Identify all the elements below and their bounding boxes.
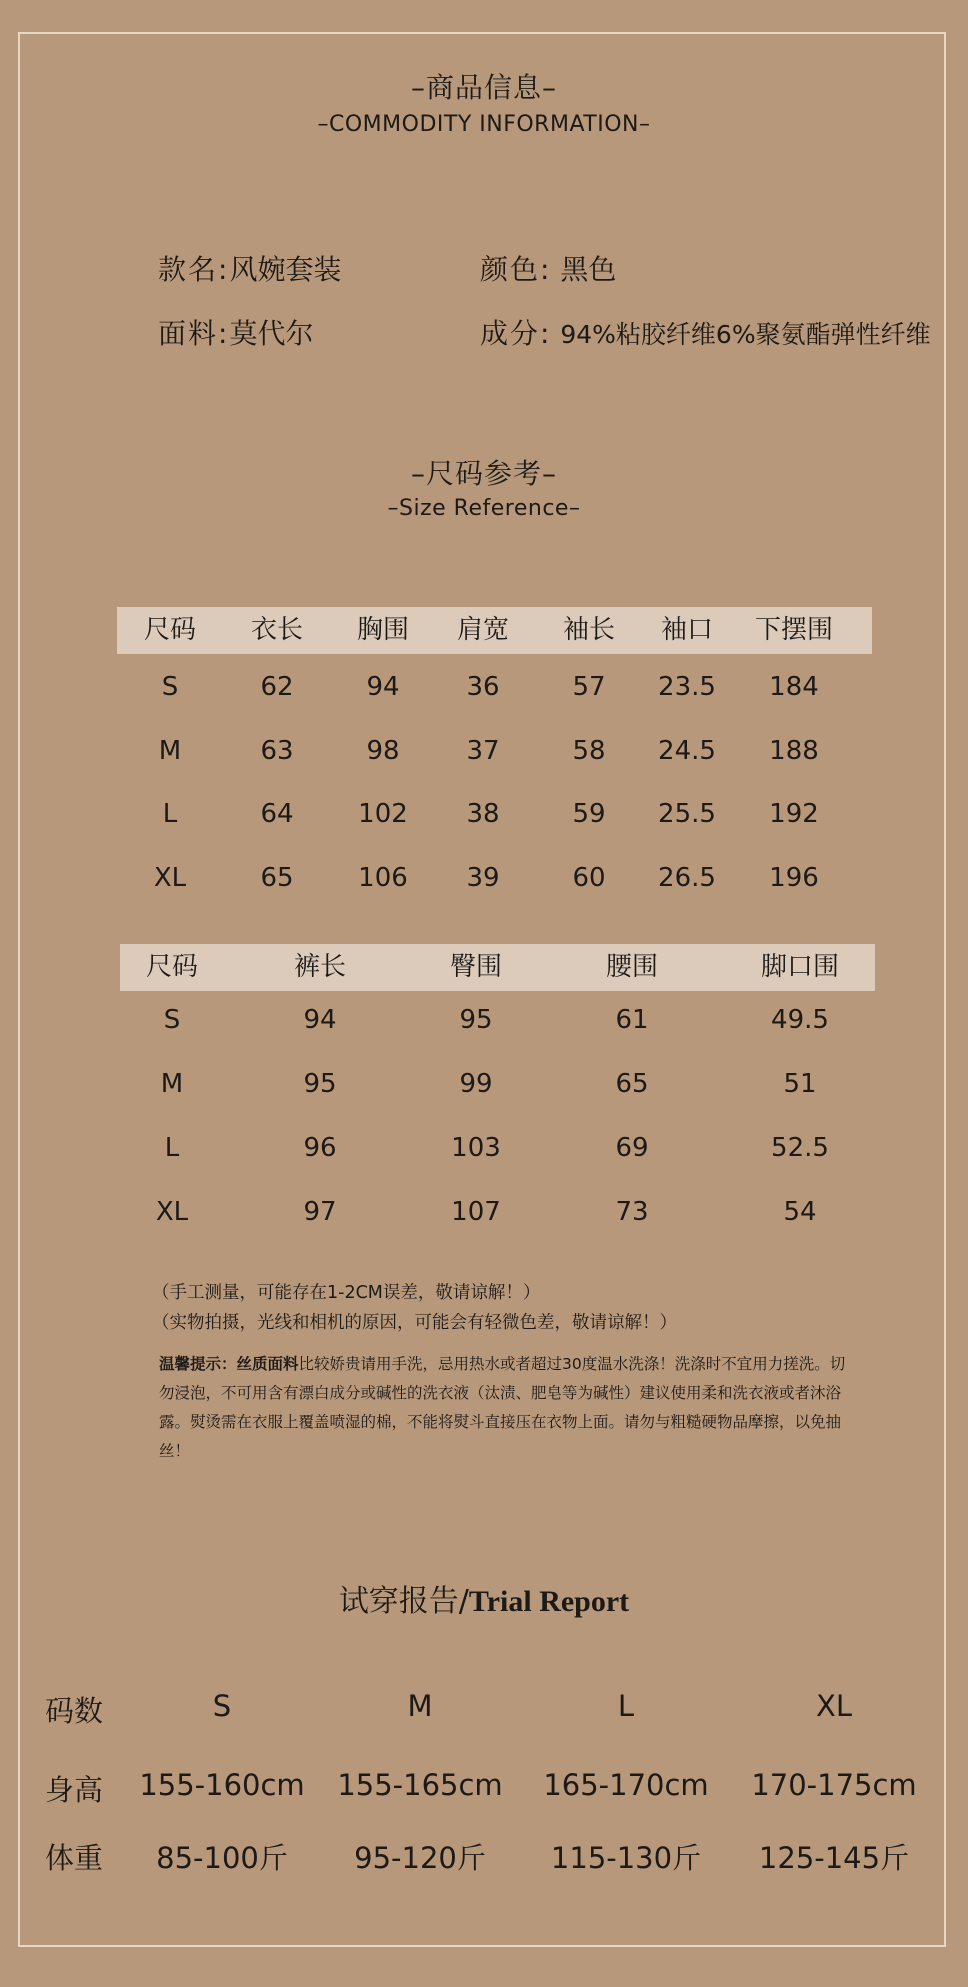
care-tip — [159, 1350, 849, 1466]
top-table-header-cell: 下摆围 — [754, 615, 834, 645]
top-table-cell: 98 — [366, 736, 400, 766]
top-table-cell: 62 — [260, 672, 294, 702]
pants-table-cell: 96 — [303, 1133, 337, 1163]
top-table-cell: 60 — [572, 863, 606, 893]
top-table-header-cell: 袖长 — [562, 615, 616, 645]
product-color-value: 黑色 — [560, 253, 617, 286]
trial-cell: 165-170cm — [543, 1768, 709, 1802]
pants-table-cell: 51 — [783, 1069, 817, 1099]
top-table-cell: 58 — [572, 736, 606, 766]
trial-cell: L — [617, 1689, 635, 1723]
top-table-cell: 188 — [769, 736, 819, 766]
top-table-cell: 37 — [466, 736, 500, 766]
top-table-header-cell: 袖口 — [660, 615, 714, 645]
note-measurement: （手工测量，可能存在1-2CM误差，敬请谅解！） — [152, 1283, 541, 1303]
product-composition-value: 94%粘胶纤维6%聚氨酯弹性纤维 — [560, 320, 931, 349]
product-fabric-value: 莫代尔 — [229, 317, 314, 350]
care-tip-label: 温馨提示：丝质面料 — [159, 1355, 299, 1373]
product-name-label: 款名: — [158, 253, 230, 286]
size-title-cn: –尺码参考– — [410, 457, 557, 490]
pants-table-header-cell: 脚口围 — [760, 952, 840, 982]
pants-table-cell: 94 — [303, 1005, 337, 1035]
top-table-cell: 63 — [260, 736, 294, 766]
pants-table-header-cell: 尺码 — [145, 952, 199, 982]
top-table-cell: 26.5 — [658, 863, 716, 893]
top-table-header-cell: 衣长 — [250, 615, 304, 645]
top-table-cell: 196 — [769, 863, 819, 893]
trial-row-label: 体重 — [44, 1841, 104, 1875]
pants-table-cell: 95 — [459, 1005, 493, 1035]
top-table-cell: XL — [153, 863, 187, 893]
top-table-cell: 64 — [260, 799, 294, 829]
top-table-cell: 59 — [572, 799, 606, 829]
pants-table-cell: M — [160, 1069, 184, 1099]
top-table-cell: M — [158, 736, 182, 766]
pants-table-cell: L — [164, 1133, 180, 1163]
pants-table-cell: 107 — [451, 1197, 501, 1227]
trial-cell: 115-130斤 — [550, 1841, 702, 1875]
pants-table-cell: XL — [155, 1197, 189, 1227]
pants-table-cell: 69 — [615, 1133, 649, 1163]
pants-table-cell: S — [163, 1005, 181, 1035]
pants-table-cell: 61 — [615, 1005, 649, 1035]
top-table-cell: 184 — [769, 672, 819, 702]
top-table-cell: 24.5 — [658, 736, 716, 766]
trial-title-cn: 试穿报告/ — [338, 1584, 469, 1619]
top-table-cell: 106 — [358, 863, 408, 893]
top-table-cell: 94 — [366, 672, 400, 702]
pants-table-cell: 49.5 — [771, 1005, 829, 1035]
top-table-cell: 38 — [466, 799, 500, 829]
pants-table-cell: 52.5 — [771, 1133, 829, 1163]
pants-table-header-cell: 腰围 — [605, 952, 659, 982]
pants-table-cell: 54 — [783, 1197, 817, 1227]
top-table-header-cell: 肩宽 — [456, 615, 510, 645]
product-name — [158, 248, 341, 288]
product-composition-label: 成分: — [480, 317, 552, 350]
size-title-en: –Size Reference– — [387, 496, 581, 521]
product-color — [480, 248, 616, 288]
pants-table-cell: 99 — [459, 1069, 493, 1099]
top-table-cell: 102 — [358, 799, 408, 829]
trial-cell: S — [212, 1689, 232, 1723]
trial-cell: 95-120斤 — [354, 1841, 486, 1875]
trial-title — [0, 1576, 968, 1620]
commodity-title-cn: –商品信息– — [410, 71, 557, 104]
top-table-header-cell: 尺码 — [143, 615, 197, 645]
top-table-cell: 25.5 — [658, 799, 716, 829]
pants-table-header-cell: 裤长 — [293, 952, 347, 982]
trial-cell: 155-160cm — [139, 1768, 305, 1802]
trial-cell: M — [407, 1689, 433, 1723]
top-table-header-cell: 胸围 — [356, 615, 410, 645]
pants-table-cell: 65 — [615, 1069, 649, 1099]
care-tip-text: 比较娇贵请用手洗，忌用热水或者超过30度温水洗涤！洗涤时不宜用力搓洗。切勿浸泡，不可用含有漂白成分或碱性的洗衣液（汰渍、肥皂等为碱性）建议使用柔和洗衣液或者沐浴露。熨烫需在衣服上覆盖喷湿的棉，不能将熨斗直接压在衣物上面。请勿与粗糙硬物品摩擦，以免抽丝！ — [159, 1355, 846, 1460]
top-table-cell: 36 — [466, 672, 500, 702]
product-name-value: 风婉套装 — [229, 253, 342, 286]
product-composition — [480, 312, 931, 352]
note-photo: （实物拍摄，光线和相机的原因，可能会有轻微色差，敬请谅解！） — [152, 1313, 677, 1333]
pants-table-cell: 73 — [615, 1197, 649, 1227]
product-fabric-label: 面料: — [158, 317, 230, 350]
top-table-cell: 57 — [572, 672, 606, 702]
trial-cell: 170-175cm — [751, 1768, 917, 1802]
commodity-title-en: –COMMODITY INFORMATION– — [317, 112, 651, 137]
trial-row-label: 身高 — [44, 1773, 104, 1807]
product-color-label: 颜色: — [480, 253, 552, 286]
top-table-cell: 39 — [466, 863, 500, 893]
top-table-cell: 23.5 — [658, 672, 716, 702]
top-table-cell: 192 — [769, 799, 819, 829]
pants-table-cell: 95 — [303, 1069, 337, 1099]
trial-cell: 155-165cm — [337, 1768, 503, 1802]
top-table-cell: L — [162, 799, 178, 829]
top-table-cell: 65 — [260, 863, 294, 893]
pants-table-cell: 103 — [451, 1133, 501, 1163]
trial-row-label: 码数 — [44, 1694, 104, 1728]
top-table-cell: S — [161, 672, 179, 702]
trial-cell: XL — [815, 1689, 853, 1723]
trial-cell: 85-100斤 — [156, 1841, 288, 1875]
pants-table-header-cell: 臀围 — [449, 952, 503, 982]
trial-cell: 125-145斤 — [758, 1841, 910, 1875]
pants-table-cell: 97 — [303, 1197, 337, 1227]
product-fabric — [158, 312, 313, 352]
trial-title-en: Trial Report — [468, 1585, 630, 1618]
